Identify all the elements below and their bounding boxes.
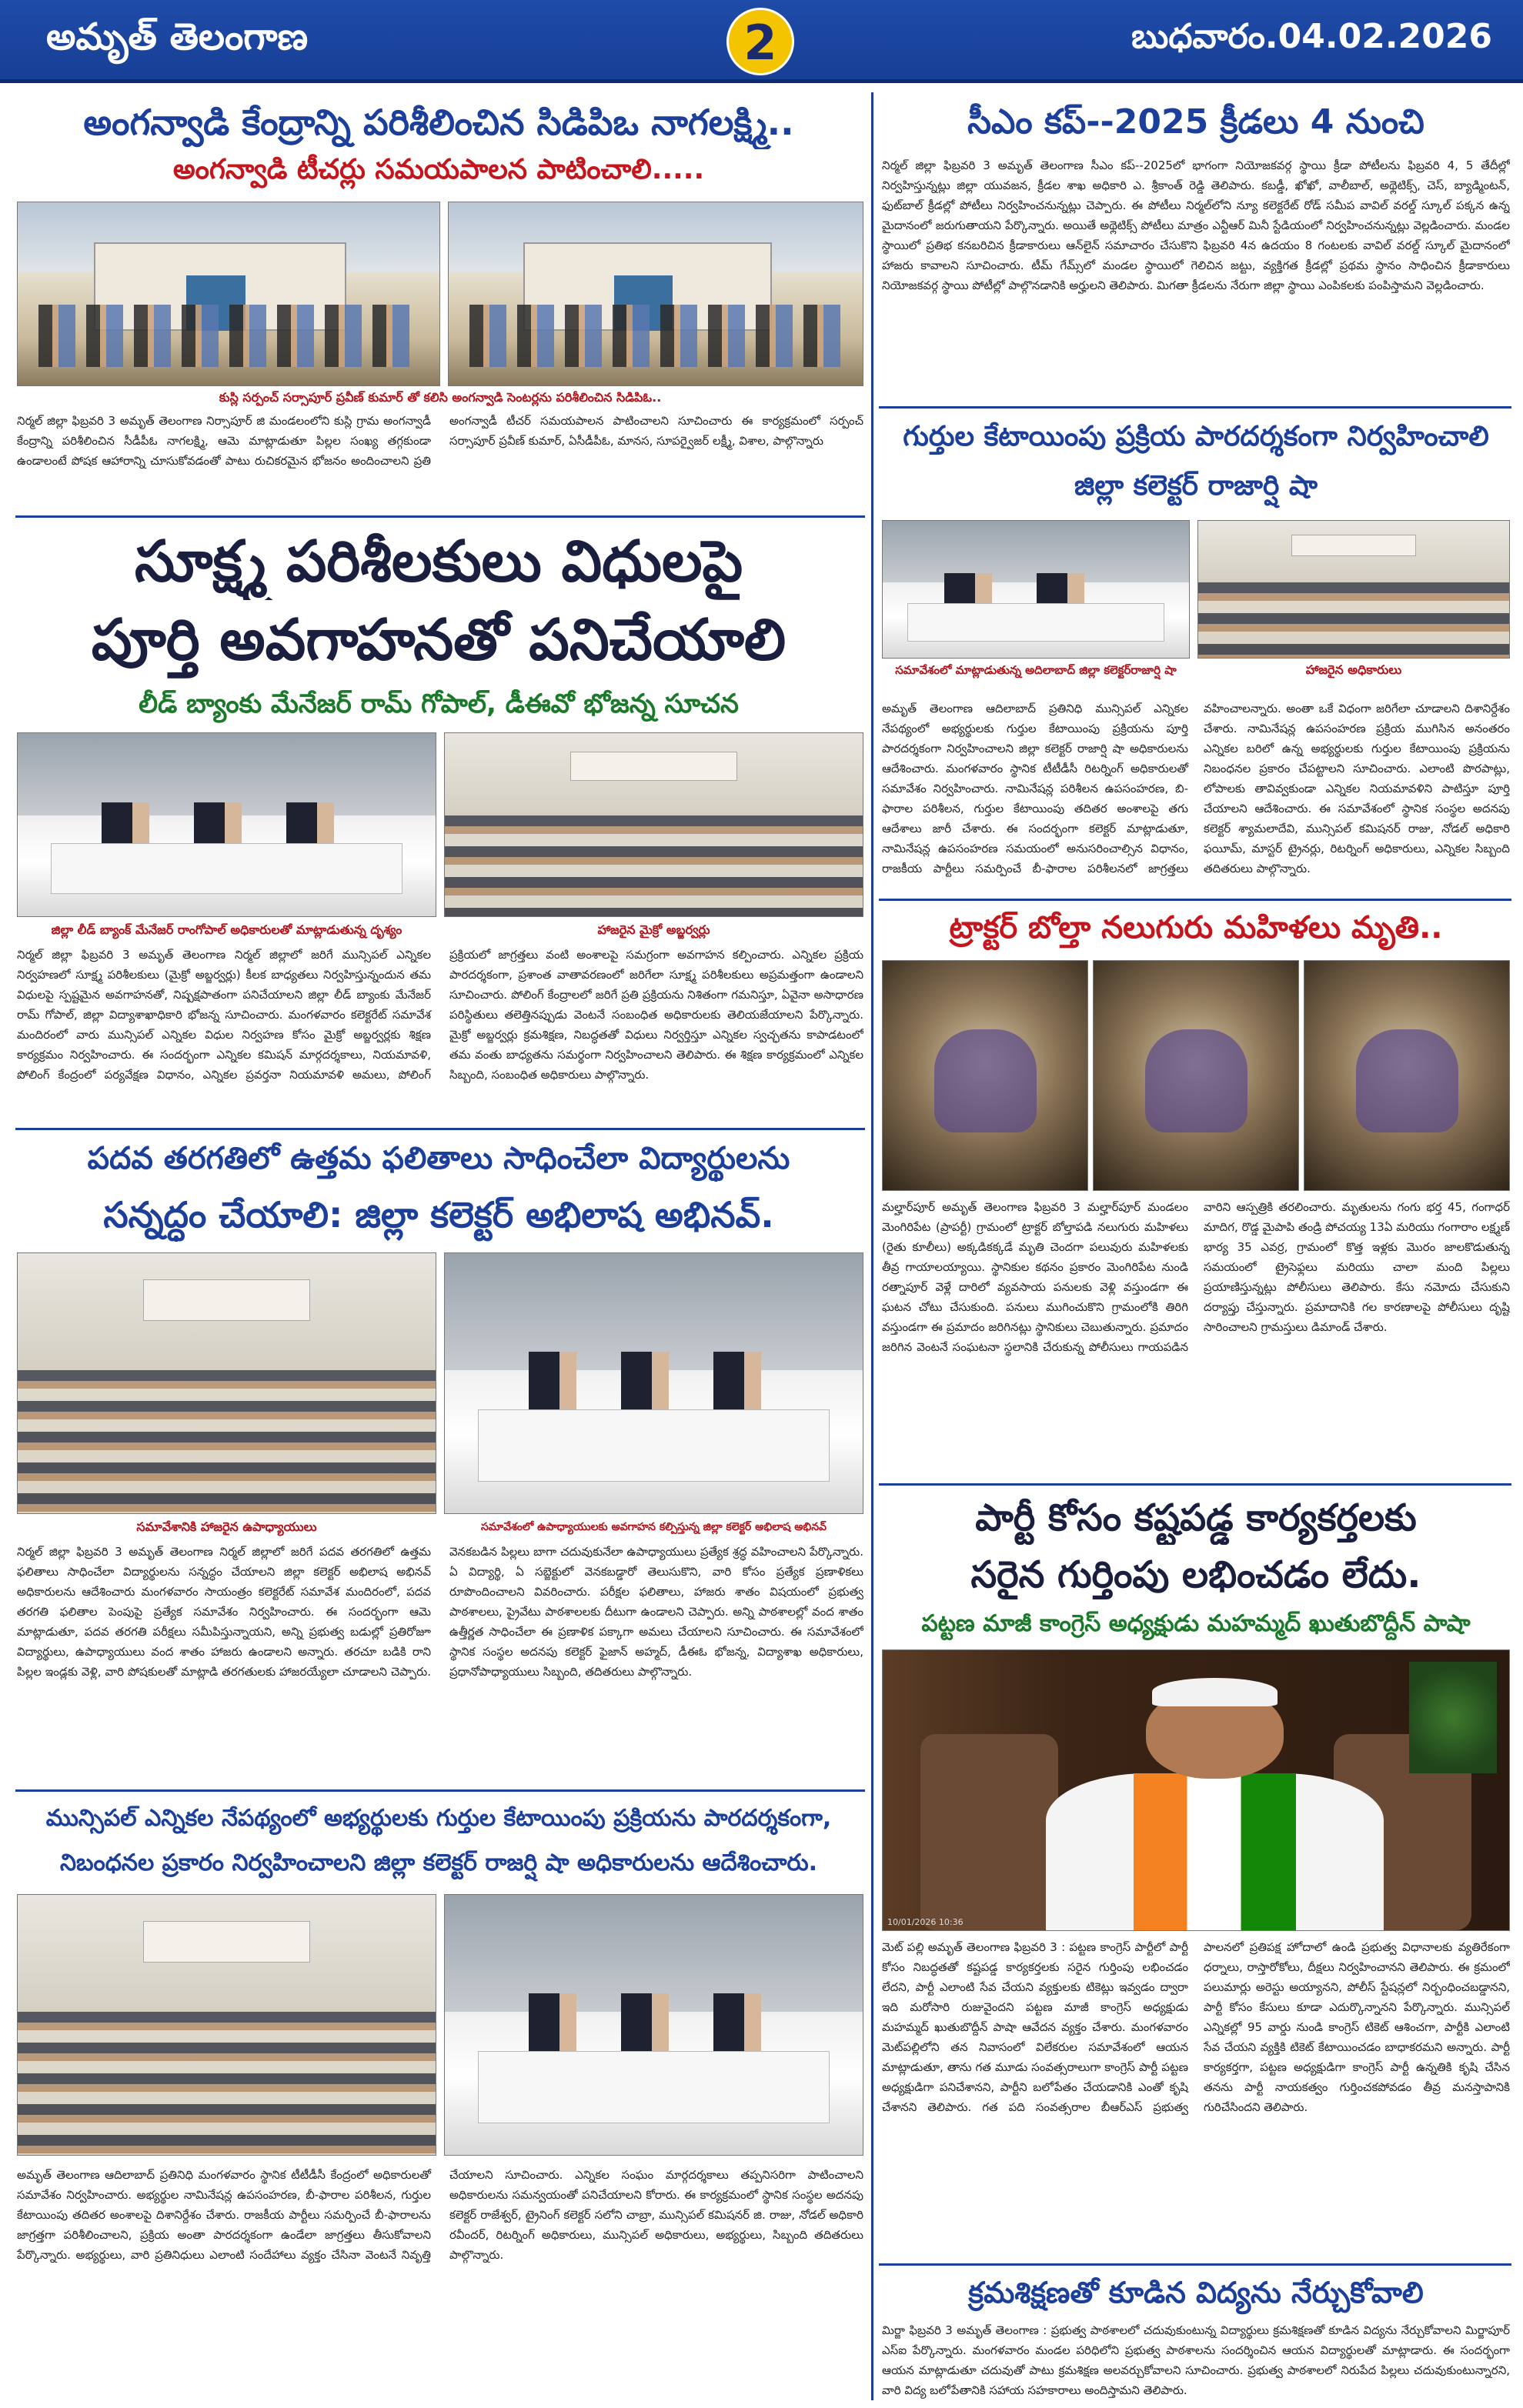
photo-caption-left: జిల్లా లీడ్ బ్యాంక్ మేనేజర్ రాంగోపాల్ అధికారులతో మాట్లాడుతున్న దృశ్యం [51, 922, 402, 937]
article-body: మల్హార్‌పూర్ అమృత్ తెలంగాణ ఫిబ్రవరి 3 మల్హార్‌పూర్ మండలం మెంగిరిపేట (ప్రాపర్టీ) గ్రామంలో ట్రాక్టర్ బోల్తాపడి నలుగురు మహిళలు (రైతు కూలీలు) అక్కడికక్కడే మృతి చెందగా పలువురు మహిళలకు తీవ్ర గాయాలయ్యాయి. స్థానికుల కథనం ప్రకారం మెంగిరిపేట నుండి రత్నాపూర్ వెళ్లే దారిలో వ్యవసాయ పనులకు వెళ్లి వస్తుండగా ఈ ఘటన చోటు చేసుకుంది. పనులు ముగించుకొని గ్రామంలోకి తిరిగి వస్తుండగా ఈ ప్రమాదం జరిగినట్లు స్థానికులు చెబుతున్నారు. ప్రమాదం జరిగిన వెంటనే సంఘటనా స్థలానికి చేరుకున్న పోలీసులు గాయపడిన వారిని ఆస్పత్రికి తరలించారు. మృతులను గంగు భర్త 45, గంగాధర్ మాదిగ, రొడ్డ మైపాపి తండ్రి పోచయ్య 13ఏ మరియు గంగారాం లక్ష్మణ్ భార్య 35 ఎవర్ర, గ్రామంలో కొత్త ఇళ్లకు మొరం జాలకొడుతున్న సమయంలో ట్రైసెఫ్లలు మరియు చాలా మంది పిల్లలు ప్రయాణిస్తున్నట్లు పోలీసులు తెలిపారు. కేసు నమోదు చేసుకుని దర్యాప్తు చేస్తున్నారు. ప్రమాదానికి గల కారణాలపై పోలీసులు దృష్టి సారించాలని గ్రామస్తులు డిమాండ్ చేశారు. [882, 1200, 1510, 1354]
photo-caption-right: హాజరైన మైక్రో అబ్జర్వర్లు [597, 922, 710, 937]
photo-caption-right: హాజరైన అధికారులు [1305, 662, 1402, 677]
article-body: నిర్మల్ జిల్లా ఫిబ్రవరి 3 అమృత్ తెలంగాణ నిర్మల్ జిల్లాలో జరిగే పదవ తరగతిలో ఉత్తమ ఫలితాలు సాధించేలా విద్యార్థులను సన్నద్ధం చేయాలని జిల్లా కలెక్టర్ అభిలాష అభినవ్ అధికారులను ఆదేశించారు మంగళవారం సాయంత్రం కలెక్టరేట్ సమావేశ మందిరంలో, పదవ తరగతి ఫలితాల పెంపుపై ప్రత్యేక సమావేశం నిర్వహించారు. ఈ సందర్భంగా ఆమె మాట్లాడుతూ, పదవ తరగతి పరీక్షలు సమీపిస్తున్నాయని, అన్ని ప్రభుత్వ బడుల్లో ప్రతిరోజూ విద్యార్థులు, ఉపాధ్యాయులు వంద శాతం హాజరు ఉండాలని అన్నారు. తరచూ బడికి రాని పిల్లల ఇండ్లకు వెళ్లి, వారి పోషకులతో మాట్లాడి తరగతులకు హాజరయ్యేలా చూడాలని చెప్పారు. వెనకబడిన పిల్లలు బాగా చదువుకునేలా ఉపాధ్యాయులు ప్రత్యేక శ్రద్ధ వహించాలని పేర్కొన్నారు. ఏ విద్యార్థి, ఏ సబ్జెక్టులో వెనకబడ్డారో తెలుసుకొని, వారి కోసం ప్రత్యేక ప్రణాళికలు రూపొందించాలని వివరించారు. పరీక్షల ఫలితాలు, హాజరు శాతం విషయంలో ప్రభుత్వ పాఠశాలలు, ప్రైవేటు పాఠశాలలకు దీటుగా ఉండాలని చెప్పారు. అన్ని పాఠశాలల్లో వంద శాతం ఉత్తీర్ణత సాధించేలా ఈ ప్రణాళిక పక్కాగా అమలు చేయాలని సూచించారు. ఈ సమావేశంలో స్థానిక సంస్థల అదనపు కలెక్టర్ ఫైజాన్ అహ్మద్, డీఈఓ భోజన్న, విద్యాశాఖ అధికారులు, ప్రధానోపాధ్యాయులు సిబ్బంది, తదితరులు పాల్గొన్నారు. [17, 1545, 863, 1679]
accident-photo-2 [1093, 960, 1299, 1191]
section-divider [879, 406, 1511, 409]
article-body: నిర్మల్ జిల్లా ఫిబ్రవరి 3 అమృత్ తెలంగాణ నిర్మల్ జిల్లాలో జరిగే మున్సిపల్ ఎన్నికల నిర్వహణలో సూక్ష్మ పరిశీలకులు (మైక్రో అబ్జర్వర్లు) కీలక బాధ్యతలు నిర్వహిస్తున్నందున తమ విధులపై స్పష్టమైన అవగాహనతో, నిష్పక్షపాతంగా పనిచేయాలని జిల్లా లీడ్ బ్యాంకు మేనేజర్ రామ్ గోపాల్, జిల్లా విద్యాశాఖాధికారి భోజన్న సూచించారు. మంగళవారం కలెక్టరేట్ సమావేశ మందిరంలో వారు మున్సిపల్ ఎన్నికల విధుల నిర్వహణ కోసం మైక్రో అబ్జర్వర్లకు శిక్షణ కార్యక్రమం నిర్వహించారు. ఈ సందర్భంగా ఎన్నికల కమిషన్ మార్గదర్శకాలు, నియమావళి, పోలింగ్ కేంద్రంలో పర్యవేక్షణ విధానం, ఎన్నికల ప్రవర్తనా నియమావళి అమలు, పోలింగ్ ప్రక్రియలో జాగ్రత్తలు వంటి అంశాలపై సమగ్రంగా అవగాహన కల్పించారు. ఎన్నికల ప్రక్రియ పారదర్శకంగా, ప్రశాంత వాతావరణంలో జరిగేలా సూక్ష్మ పరిశీలకులు అప్రమత్తంగా ఉండాలని సూచించారు. పోలింగ్ కేంద్రాలలో జరిగే ప్రతి ప్రక్రియను నిశితంగా గమనిస్తూ, ఏవైనా అసాధారణ పరిస్థితులు తలెత్తినప్పుడు వెంటనే సంబంధిత అధికారులకు తెలియజేయాలని పేర్కొన్నారు. మైక్రో అబ్జర్వర్లు క్రమశిక్షణ, నిబద్ధతతో విధులు నిర్వర్తిస్తూ ఎన్నికల స్వచ్ఛతను కాపాడటంలో తమ వంతు బాధ్యతను సమర్థంగా నిర్వహించాలని తెలిపారు. ఈ శిక్షణ కార్యక్రమంలో ఎన్నికల సిబ్బంది, సంబంధిత అధికారులు పాల్గొన్నారు. [17, 948, 863, 1082]
paper-name: అమృత్ తెలంగాణ [46, 15, 309, 58]
symbol-photo-2 [1197, 520, 1510, 659]
headline: సీఎం కప్--2025 క్రీడలు 4 నుంచి [967, 102, 1424, 142]
issue-date: బుధవారం.04.02.2026 [1131, 17, 1492, 56]
subhead: పట్టణ మాజీ కాంగ్రెస్ అధ్యక్షుడు మహమ్మద్ ఖుతుబొద్దీన్ పాషా [921, 1610, 1471, 1637]
headline: గుర్తుల కేటాయింపు ప్రక్రియ పారదర్శకంగా నిర్వహించాలి జిల్లా కలెక్టర్ రాజార్షి షా [903, 421, 1489, 502]
section-divider [879, 1483, 1511, 1486]
column-divider [871, 92, 873, 2400]
municipal-photo-2 [444, 1894, 863, 2156]
subhead: లీడ్ బ్యాంకు మేనేజర్ రామ్ గోపాల్, డీఈవో భోజన్న సూచన [139, 689, 739, 719]
photo-timestamp: 10/01/2026 10:36 [887, 1917, 964, 1927]
page-number-badge: 2 [726, 8, 794, 75]
article-body: అమృత్ తెలంగాణ ఆదిలాబాద్ ప్రతినిధి మున్సిపల్ ఎన్నికల నేపథ్యంలో అభ్యర్థులకు గుర్తుల కేటాయింపు ప్రక్రియను పూర్తి పారదర్శకంగా నిర్వహించాలని జిల్లా కలెక్టర్ రాజార్షి షా అధికారులను ఆదేశించారు. మంగళవారం స్థానిక టీటీడీసీ రిటర్నింగ్ అధికారులతో సమావేశం నిర్వహించారు. నామినేషన్ల పరిశీలన ఉపసంహరణ, బి-ఫారాల పరిశీలన, గుర్తుల కేటాయింపు తదితర అంశాలపై తగు ఆదేశాలు జారీ చేశారు. ఈ సందర్భంగా కలెక్టర్ మాట్లాడుతూ, నామినేషన్ల ఉపసంహరణ సమయంలో అనుసరించాల్సిన విధానం, రాజకీయ పార్టీలు సమర్పించే బీ-ఫారాల పరిశీలనలో జాగ్రత్తలు వహించాలన్నారు. అంతా ఒకే విధంగా జరిగేలా చూడాలని దిశానిర్దేశం చేశారు. నామినేషన్ల ఉపసంహరణ ప్రక్రియ ముగిసిన అనంతరం ఎన్నికల బరిలో ఉన్న అభ్యర్థులకు గుర్తుల కేటాయింపు ప్రక్రియను నిబంధనల ప్రకారం చేపట్టాలని సూచించారు. ఎలాంటి పొరపాట్లు, లోపాలకు తావివ్వకుండా ఎన్నికల నియమావళిని పాటిస్తూ పూర్తి చేయాలని ఆదేశించారు. ఈ సమావేశంలో స్థానిక సంస్థల అదనపు కలెక్టర్ శ్యామలాదేవి, మున్సిపల్ కమిషనర్ రాజు, నోడల్ అధికారి ఫయీమ్, మాస్టర్ ట్రైనర్లు, రిటర్నింగ్ అధికారులు, ఎన్నికల సిబ్బంది తదితరులు పాల్గొన్నారు. [882, 702, 1510, 875]
photo-caption-left: సమావేశంలో మాట్లాడుతున్న అదిలాబాద్ జిల్లా కలెక్టర్‌రాజార్షి షా [895, 663, 1177, 677]
headline-line-1: పదవ తరగతిలో ఉత్తమ ఫలితాలు సాధించేలా విద్యార్థులను [87, 1141, 790, 1176]
article-body: మిర్జా ఫిబ్రవరి 3 అమృత్ తెలంగాణ : ప్రభుత్వ పాఠశాలలో చదువుకుంటున్న విద్యార్థులు క్రమశిక్షణతో కూడిన విద్యను నేర్చుకోవాలని మిర్జాపూర్ ఎస్ఐ పేర్కొన్నారు. మంగళవారం మండల పరిధిలోని ప్రభుత్వ పాఠశాలను సందర్శించిన ఆయన విద్యార్థులతో మాట్లాడారు. ఈ సందర్భంగా ఆయన మాట్లాడుతూ చదువుతో పాటు క్రమశిక్షణ అలవర్చుకోవాలని సూచించారు. ప్రభుత్వ పాఠశాలలో నిరుపేద పిల్లలు చదువుకుంటున్నారని, వారి విద్య బలోపేతానికి సహాయ సహకారాలు అందిస్తామని తెలిపారు. [882, 2323, 1510, 2397]
headline-line-2: సరైన గుర్తింపు లభించడం లేదు. [970, 1553, 1421, 1596]
symbol-photo-1 [882, 520, 1190, 659]
headline-line-2: పూర్తి అవగాహనతో పనిచేయాలి [91, 607, 787, 673]
article-body: నిర్మల్ జిల్లా ఫిబ్రవరి 3 అమృత్ తెలంగాణ నిర్సాపూర్ జి మండలంలోని కుస్లి గ్రామ అంగన్వాడీ కేంద్రాన్ని పరిశీలించిన సీడీపీఓ నాగలక్ష్మి, ఆమె మాట్లాడుతూ పిల్లల సంఖ్య తగ్గకుండా ఉండాలంటే పోషక ఆహారాన్ని చూసుకోవడంతో పాటు రుచికరమైన భోజనం అందించాలని ప్రతి అంగన్వాడీ టీచర్ సమయపాలన పాటించాలని సూచించారు ఈ కార్యక్రమంలో సర్పంచ్ సర్సాపూర్ ప్రవీణ్ కుమార్, ఏసీడీపీఓ, మానస, సూపర్వైజర్ లక్ష్మీ, విశాల, పాల్గొన్నారు [17, 414, 863, 468]
headline-line-1: సూక్ష్మ పరిశీలకులు విధులపై [134, 529, 743, 595]
leader-portrait-photo [882, 1649, 1510, 1931]
accident-photo-1 [882, 960, 1088, 1191]
municipal-photo-1 [17, 1894, 436, 2156]
masthead [0, 0, 1523, 83]
headline-line-1: మున్సిపల్ ఎన్నికల నేపథ్యంలో అభ్యర్థులకు గుర్తుల కేటాయింపు ప్రక్రియను పారదర్శకంగా, [45, 1805, 832, 1832]
students-photo-2 [444, 1252, 863, 1514]
students-photo-1 [17, 1252, 436, 1514]
article-body: మెట్ పల్లి అమృత్ తెలంగాణ ఫిబ్రవరి 3 : పట్టణ కాంగ్రెస్ పార్టీలో పార్టీ కోసం నిబద్ధతతో కష్టపడ్డ కార్యకర్తలకు సరైన గుర్తింపు లభించడం లేదని, పార్టీ ఎలాంటి సేవ చేయని వ్యక్తులకు టికెట్లు ఇవ్వడం ద్వారా ఇది మరోసారి రుజువైందని పట్టణ మాజీ కాంగ్రెస్ అధ్యక్షుడు మహమ్మద్ ఖుతుబొద్దీన్ పాషా ఆవేదన వ్యక్తం చేశారు. మంగళవారం మెట్‌పల్లిలోని తన నివాసంలో విలేకరుల సమావేశంలో ఆయన మాట్లాడుతూ, తాను గత మూడు సంవత్సరాలుగా కాంగ్రెస్ పార్టీ పట్టణ అధ్యక్షుడిగా పనిచేశానని, పార్టీని బలోపేతం చేయడానికి ఎంతో కృషి చేశానని తెలిపారు. గత పది సంవత్సరాల బీఆర్ఎస్ ప్రభుత్వ పాలనలో ప్రతిపక్ష హోదాలో ఉండి ప్రభుత్వ విధానాలకు వ్యతిరేకంగా ధర్నాలు, రాస్తారోకోలు, దీక్షలు నిర్వహించానని తెలిపారు. ఈ క్రమంలో పలుమార్లు అరెస్టు అయ్యానని, పోలీస్ స్టేషన్లలో నిర్బంధించబడ్డానని, పార్టీ కోసం కేసులు కూడా ఎదుర్కొన్నానని పేర్కొన్నారు. మున్సిపల్ ఎన్నికల్లో 95 వార్డు నుండి కాంగ్రెస్ టికెట్ ఆశించగా, పార్టీకి ఎలాంటి సేవ చేయని వ్యక్తికి టికెట్ కేటాయించడం బాధాకరమని అన్నారు. పార్టీ కార్యకర్తగా, పట్టణ అధ్యక్షుడిగా కాంగ్రెస్ పార్టీ ఉన్నతికి కృషి చేసిన తనను పార్టీ నాయకత్వం గుర్తించకపోవడం తీవ్ర మనస్తాపానికి గురిచేసిందని తెలిపారు. [882, 1940, 1510, 2114]
anganwadi-photo-1 [17, 202, 440, 386]
section-divider [15, 1128, 865, 1130]
photo-caption-left: సమావేశానికి హాజరైన ఉపాధ్యాయులు [136, 1519, 317, 1534]
article-body: అమృత్ తెలంగాణ ఆదిలాబాద్ ప్రతినిధి మంగళవారం స్థానిక టీటీడీసీ కేంద్రంలో అధికారులతో సమావేశం నిర్వహించారు. అభ్యర్థుల నామినేషన్ల ఉపసంహరణ, బీ-ఫారాల పరిశీలన, గుర్తుల కేటాయింపు తదితర అంశాలపై దిశానిర్దేశం చేశారు. రాజకీయ పార్టీలు సమర్పించే బీ-ఫారాలను జాగ్రత్తగా పరిశీలించాలని, ప్రక్రియ అంతా పారదర్శకంగా ఉండేలా జాగ్రత్తలు తీసుకోవాలని పేర్కొన్నారు. అభ్యర్థులు, వారి ప్రతినిధులు ఎలాంటి సందేహాలు వ్యక్తం చేసినా వెంటనే నివృత్తి చేయాలని సూచించారు. ఎన్నికల సంఘం మార్గదర్శకాలు తప్పనిసరిగా పాటించాలని అధికారులను సమన్వయంతో పనిచేయాలని కోరారు. ఈ కార్యక్రమంలో స్థానిక సంస్థల అదనపు కలెక్టర్ రాజేశ్వర్, ట్రైనింగ్ కలెక్టర్ సలోని చాబ్రా, మున్సిపల్ కమిషనర్ జి. రాజు, నోడల్ అధికారి రవీందర్, రిటర్నింగ్ అధికారులు, మున్సిపల్ అధికారులు, అభ్యర్థులు, సిబ్బంది తదితరులు పాల్గొన్నారు. [17, 2168, 863, 2262]
headline: ట్రాక్టర్ బోల్తా నలుగురు మహిళలు మృతి.. [949, 910, 1443, 946]
section-divider [879, 2263, 1511, 2266]
headline-line-2: నిబంధనల ప్రకారం నిర్వహించాలని జిల్లా కలెక్టర్ రాజర్షి షా అధికారులను ఆదేశించారు. [59, 1849, 818, 1876]
headline: అంగన్వాడి కేంద్రాన్ని పరిశీలించిన సిడిపిఒ నాగలక్ష్మి.. [83, 102, 794, 143]
accident-photo-3 [1304, 960, 1510, 1191]
headline-line-1: పార్టీ కోసం కష్టపడ్డ కార్యకర్తలకు [975, 1496, 1417, 1539]
section-divider [15, 515, 865, 518]
section-divider [879, 899, 1511, 901]
subhead: అంగన్వాడి టీచర్లు సమయపాలన పాటించాలి..... [172, 154, 705, 185]
photo-caption: కుస్లి సర్పంచ్ సర్సాపూర్ ప్రవీణ్ కుమార్ తో కలిసి అంగన్వాడి సెంటర్లను పరిశీలించిన సిడిపిఓ.. [219, 390, 662, 405]
photo-caption-right: సమావేశంలో ఉపాధ్యాయులకు అవగాహన కల్పిస్తున్న జిల్లా కలెక్టర్ అభిలాష అభినవ్ [480, 1521, 827, 1533]
observers-photo-2 [444, 732, 863, 917]
section-divider [15, 1789, 865, 1792]
anganwadi-photo-2 [448, 202, 863, 386]
headline: క్రమశిక్షణతో కూడిన విద్యను నేర్చుకోవాలి [968, 2276, 1424, 2310]
headline-line-2: సన్నద్ధం చేయాలి: జిల్లా కలెక్టర్ అభిలాష అభినవ్. [103, 1194, 774, 1236]
observers-photo-1 [17, 732, 436, 917]
article-body: నిర్మల్ జిల్లా ఫిబ్రవరి 3 అమృత్ తెలంగాణ సీఎం కప్--2025లో భాగంగా నియోజకవర్గ స్థాయి క్రీడా పోటీలను ఫిబ్రవరి 4, 5 తేదీల్లో నిర్వహిస్తున్నట్లు జిల్లా యువజన, క్రీడల శాఖ అధికారి ఎ. శ్రీకాంత్ రెడ్డి తెలిపారు. కబడ్డీ, ఖోఖో, వాలీబాల్, అథ్లెటిక్స్, చెస్, బ్యాడ్మింటన్, ఫుట్‌బాల్ క్రీడల్లో పోటీలు నిర్వహించనున్నట్లు చెప్పారు. ఈ పోటీలు నిర్మల్‌లోని న్యూ కలెక్టరేట్ రోడ్ సమీప వావిల్ వరల్డ్ స్కూల్ పక్కన ఉన్న మైదానంలో జరుగుతాయని పేర్కొన్నారు. అయితే అథ్లెటిక్స్ పోటీలు మాత్రం ఎన్టీఆర్ మినీ స్టేడియంలో నిర్వహించనున్నట్లు వెల్లడించారు. మండల స్థాయిలో ప్రతిభ కనబరిచిన క్రీడాకారులు ఆన్‌లైన్ సమాచారం చేసుకొని ఫిబ్రవరి 4న ఉదయం 8 గంటలకు వావిల్ వరల్డ్ స్కూల్ మైదానంలో హాజరు కావాలని సూచించారు. టీమ్ గేమ్స్‌లో మండల స్థాయిలో గెలిచిన జట్టు, వ్యక్తిగత క్రీడల్లో ప్రథమ స్థానం సాధించిన క్రీడాకారులు నియోజకవర్గ స్థాయి పోటీల్లో పాల్గొనడానికి అర్హులని తెలిపారు. మిగతా క్రీడలను నేరుగా జిల్లా స్థాయి ఎంపికలకు పంపిస్తామని వెల్లడించారు. [882, 158, 1510, 292]
